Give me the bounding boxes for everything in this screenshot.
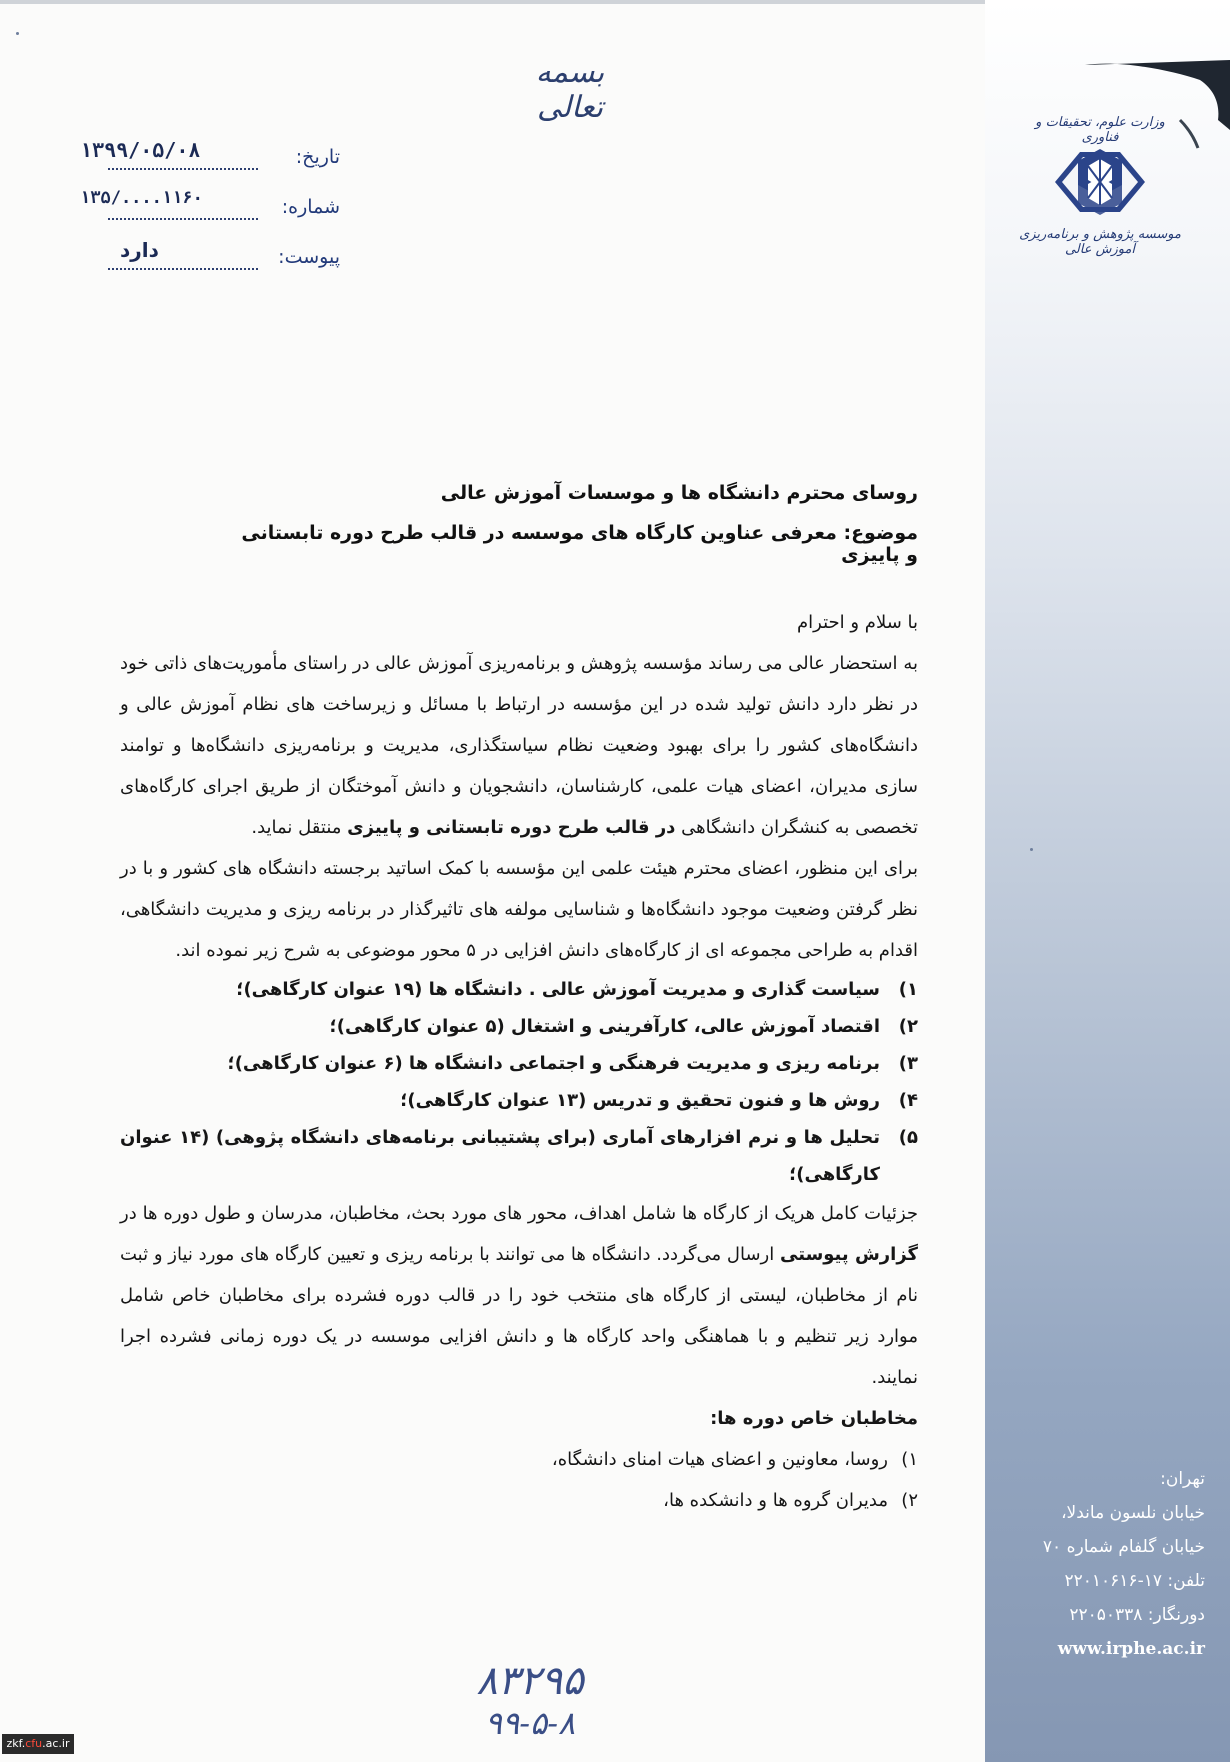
number-value: ۱۳۵/....۱۱۶۰ xyxy=(80,188,203,208)
basmala-heading: بسمه تعالی xyxy=(535,55,605,125)
list-item: ۲) اقتصاد آموزش عالی، کارآفرینی و اشتغال (۵ عنوان کارگاهی)؛ xyxy=(329,1016,918,1037)
date-value: ۱۳۹۹/۰۵/۰۸ xyxy=(80,138,201,162)
date-field xyxy=(80,138,340,176)
date-label: تاریخ: xyxy=(295,146,340,168)
letter-subject: موضوع: معرفی عناوین کارگاه های موسسه در قالب طرح دوره تابستانی و پاییزی xyxy=(241,522,918,566)
attachment-value: دارد xyxy=(120,238,159,262)
institute-address xyxy=(995,1462,1205,1666)
letter-addressee: روسای محترم دانشگاه ها و موسسات آموزش عالی xyxy=(440,482,918,504)
logo-bottom-text: موسسه پژوهش و برنامه‌ریزی آموزش عالی xyxy=(1019,227,1181,257)
ministry-logo xyxy=(1020,115,1180,255)
number-field xyxy=(80,188,340,226)
paragraph-1: به استحضار عالی می رساند مؤسسه پژوهش و برنامه‌ریزی آموزش عالی در راستای مأموریت‌های ذاتی خود در نظر دارد دانش تولید شده در این مؤسسه در ارتباط با مسائل و زیرساخت های نظام آموزش عالی و دانشگاه‌های کشور را برای بهبود وضعیت نظام سیاستگذاری، مدیریت و برنامه‌ریزی دانشگاه‌ها و توامند سازی مدیران، اعضای هیات علمی، کارشناسان، دانشجویان و دانش آموختگان از طریق اجرای کارگاه‌های تخصصی به کنشگران دانشگاهی در قالب طرح دوره تابستانی و پاییزی منتقل نماید. xyxy=(120,653,918,838)
list-item: ۵) تحلیل ها و نرم افزارهای آماری (برای پشتیبانی برنامه‌های دانشگاه پژوهی) (۱۴ عنوان کارگاهی)؛ xyxy=(120,1127,918,1185)
handwritten-note: ۸۳۲۹۵ ۹۹-۵-۸ xyxy=(476,1658,584,1742)
paragraph-2: برای این منظور، اعضای محترم هیئت علمی این مؤسسه با کمک اساتید برجسته دانشگاه های کشور و با در نظر گرفتن وضعیت موجود دانشگاه‌ها و شناسایی مولفه های تاثیرگذار در برنامه ریزی و مدیریت دانشگاهی، اقدام به طراحی مجموعه ای از کارگاه‌های دانش افزایی در ۵ محور موضوعی به شرح زیر نموده اند. xyxy=(120,858,918,961)
address-fax: دورنگار: ۲۲۰۵۰۳۳۸ xyxy=(1069,1605,1205,1625)
logo-emblem-icon xyxy=(1050,137,1150,227)
address-phone: تلفن: ۱۷-۲۲۰۱۰۶۱۶ xyxy=(1064,1571,1205,1591)
address-line-2: خیابان گلفام شماره ۷۰ xyxy=(1042,1537,1205,1557)
list-item: ۱) سیاست گذاری و مدیریت آموزش عالی . دانشگاه ها (۱۹ عنوان کارگاهی)؛ xyxy=(236,979,918,1000)
number-label: شماره: xyxy=(281,196,340,218)
audience-list xyxy=(120,1439,918,1521)
list-item: ۳) برنامه ریزی و مدیریت فرهنگی و اجتماعی دانشگاه ها (۶ عنوان کارگاهی)؛ xyxy=(227,1053,918,1074)
attachment-field xyxy=(80,238,340,276)
greeting: با سلام و احترام xyxy=(797,612,918,633)
workshop-topics-list xyxy=(120,971,918,1193)
list-item: ۲) مدیران گروه ها و دانشکده ها، xyxy=(663,1490,918,1511)
address-city: تهران: xyxy=(1160,1469,1205,1489)
attachment-label: پیوست: xyxy=(278,246,340,268)
paragraph-3: جزئیات کامل هریک از کارگاه ها شامل اهداف، محور های مورد بحث، مخاطبان، مدرسان و طول دوره ها در گزارش پیوستی ارسال می‌گردد. دانشگاه ها می توانند با برنامه ریزی و تعیین کارگاه های مورد نیاز و ثبت نام از مخاطبان، لیستی از کارگاه های منتخب خود را در قالب دوره فشرده برای مخاطبان خاص شامل موارد زیر تنظیم و با هماهنگی واحد کارگاه ها و دانش افزایی موسسه در یک دوره زمانی فشرده اجرا نمایند. xyxy=(120,1203,918,1388)
list-item: ۱) روسا، معاونین و اعضای هیات امنای دانشگاه، xyxy=(551,1449,918,1470)
source-watermark: zkf.cfu.ac.ir xyxy=(2,1734,74,1754)
logo-top-text: وزارت علوم، تحقیقات و فناوری xyxy=(1035,115,1165,145)
website-link[interactable]: www.irphe.ac.ir xyxy=(1057,1639,1205,1659)
address-line-1: خیابان نلسون ماندلا، xyxy=(1061,1503,1205,1523)
letter-body xyxy=(120,602,918,1521)
audience-title: مخاطبان خاص دوره ها: xyxy=(710,1408,918,1429)
list-item: ۴) روش ها و فنون تحقیق و تدریس (۱۳ عنوان کارگاهی)؛ xyxy=(400,1090,918,1111)
